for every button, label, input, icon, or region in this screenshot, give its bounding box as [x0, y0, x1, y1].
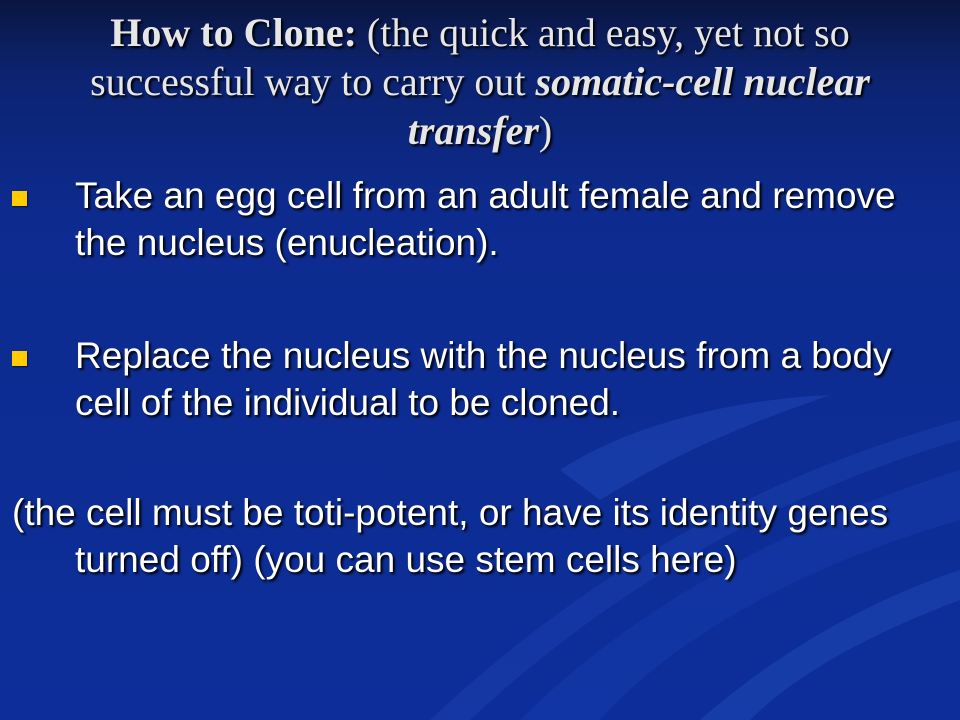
note-paragraph: (the cell must be toti-potent, or have its identity genes turned off) (you can use stem cells here): [12, 492, 889, 580]
bullet-text-1: Take an egg cell from an adult female and remove the nucleus (enucleation).: [75, 175, 896, 263]
title-description: (the quick and easy, yet not so successful way to carry out: [90, 10, 850, 104]
title-emphasis: somatic-cell nuclear transfer: [407, 59, 870, 153]
bullet-square-icon: [12, 191, 27, 206]
title-lead: How to Clone:: [110, 10, 357, 55]
title-closing-paren: ): [538, 108, 553, 153]
bullet-square-icon: [12, 351, 27, 366]
bullet-text-2: Replace the nucleus with the nucleus from a body cell of the individual to be cloned.: [75, 335, 892, 423]
